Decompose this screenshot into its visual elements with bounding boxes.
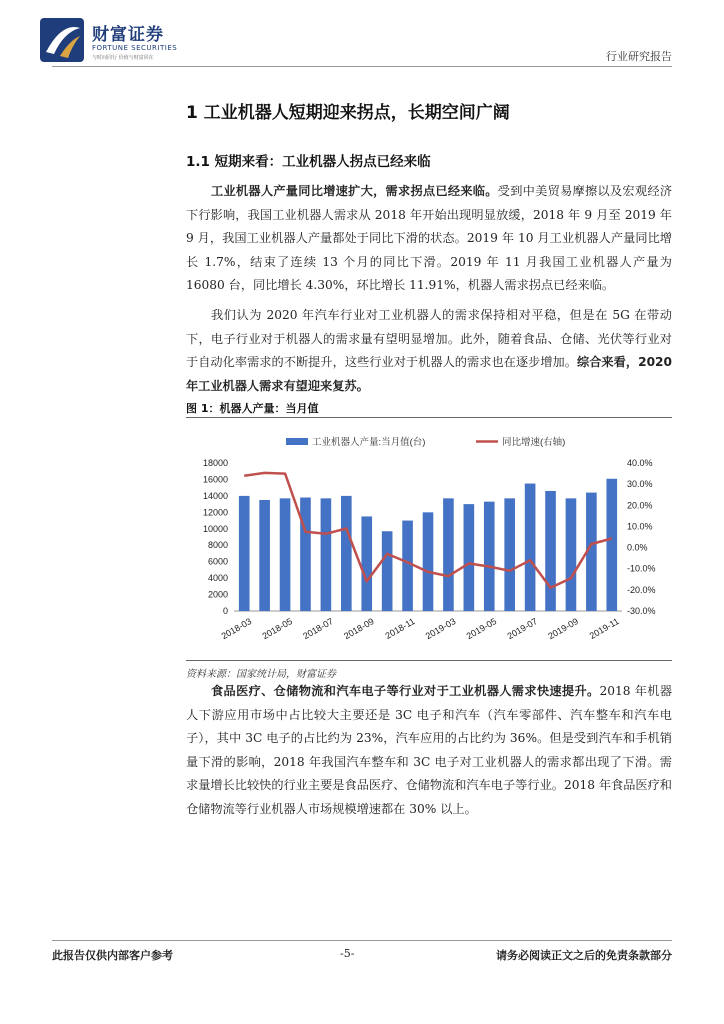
footer-disclaimer: 此报告仅供内部客户参考	[52, 949, 173, 962]
header-divider	[52, 66, 672, 67]
y-right-tick-label: 30.0%	[627, 479, 653, 490]
bar-2018-03	[239, 496, 250, 611]
legend-label-bar: 工业机器人产量:当月值(台)	[312, 437, 426, 448]
y-left-tick-label: 10000	[202, 523, 228, 534]
y-left-tick-label: 6000	[207, 556, 228, 567]
x-tick-label: 2019-09	[546, 616, 580, 642]
paragraph-3-lead: 食品医疗、仓储物流和汽车电子等行业对于工业机器人需求快速提升。	[211, 684, 600, 698]
figure-bottom-rule	[186, 660, 672, 661]
x-tick-label: 2018-03	[219, 616, 254, 642]
paragraph-2-conclusion: 综合来看，2020 年工业机器人需求有望迎来复苏。	[186, 355, 673, 393]
y-right-tick-label: -20.0%	[627, 584, 656, 595]
paragraph-3	[186, 680, 672, 821]
y-left-tick-label: 8000	[207, 540, 228, 551]
bar-2019-11	[606, 479, 617, 611]
y-left-tick-label: 18000	[202, 458, 228, 468]
bar-2019-06	[504, 498, 515, 611]
report-type: 行业研究报告	[606, 50, 672, 63]
figure-title: 图 1：机器人产量：当月值	[186, 402, 319, 415]
bar-2018-10	[382, 531, 393, 611]
y-right-tick-label: 0.0%	[627, 542, 648, 553]
paragraph-1-body: 受到中美贸易摩擦以及宏观经济下行影响，我国工业机器人需求从 2018 年开始出现明显放缓，2018 年 9 月至 2019 年 9 月，我国工业机器人产量都处于同比下滑的状态。2019 年 10 月工业机器人产量同比增长 1.7%，结束了连续 13 个月的同比下滑。2019 年 11 月我国工业机器人产量为 16080 台，同比增长 4.30%，环比增长 11.91%，机器人需求拐点已经来临。	[186, 184, 673, 292]
robot-production-chart	[186, 420, 672, 658]
y-right-tick-label: 20.0%	[627, 500, 653, 511]
chart-legend	[286, 436, 565, 448]
bar-2019-04	[464, 504, 475, 611]
bar-2019-03	[443, 498, 454, 611]
bar-2018-09	[361, 516, 372, 611]
x-tick-label: 2019-07	[505, 616, 540, 642]
bar-2018-07	[321, 498, 332, 611]
y-right-tick-label: 10.0%	[627, 521, 653, 532]
y-left-tick-label: 4000	[207, 573, 228, 584]
legend-label-line: 同比增速(右轴)	[502, 437, 566, 448]
y-right-tick-label: 40.0%	[627, 458, 653, 468]
brand-slogan: 与时间同行 价值与财富同在	[92, 55, 154, 61]
section-heading: 1 工业机器人短期迎来拐点，长期空间广阔	[186, 103, 510, 123]
paragraph-1-lead: 工业机器人产量同比增速扩大，需求拐点已经来临。	[211, 184, 498, 198]
y-left-tick-label: 0	[222, 606, 228, 616]
y-right-tick-label: -10.0%	[627, 563, 656, 574]
subsection-heading: 1.1 短期来看：工业机器人拐点已经来临	[186, 154, 431, 170]
company-logo	[40, 18, 200, 64]
y-left-tick-label: 16000	[202, 474, 228, 485]
bar-2018-05	[280, 498, 291, 611]
x-tick-label: 2018-05	[260, 616, 295, 642]
paragraph-3-body: 2018 年机器人下游应用市场中占比较大主要还是 3C 电子和汽车（汽车零部件、汽车整车和汽车电子），其中 3C 电子的占比约为 23%，汽车应用的占比约为 36%。但是受到汽车和手机销量下滑的影响，2018 年我国汽车整车和 3C 电子对工业机器人的需求都出现了下滑。需求量增长比较快的行业主要是食品医疗、仓储物流和汽车电子等行业。2018 年食品医疗和仓储物流等行业机器人市场规模增速都在 30% 以上。	[186, 684, 673, 816]
bar-2018-04	[259, 500, 270, 611]
bar-2018-08	[341, 496, 352, 611]
bar-2018-11	[402, 521, 413, 611]
bar-2019-09	[566, 498, 577, 611]
x-tick-label: 2019-11	[587, 616, 621, 641]
x-tick-label: 2018-07	[301, 616, 335, 642]
y-left-tick-label: 14000	[202, 490, 228, 501]
fortune-securities-logo-icon	[40, 18, 84, 62]
legend-swatch-bar	[286, 438, 308, 445]
y-right-tick-label: -30.0%	[627, 606, 656, 616]
paragraph-2	[186, 304, 672, 398]
page-number: -5-	[340, 947, 355, 960]
brand-name-cn: 财富证券	[92, 25, 164, 45]
x-tick-label: 2018-09	[342, 616, 376, 642]
bar-2019-08	[545, 491, 556, 611]
x-tick-label: 2019-03	[423, 616, 458, 642]
paragraph-1	[186, 180, 672, 298]
y-left-tick-label: 12000	[202, 507, 228, 518]
bar-2018-12	[423, 512, 434, 611]
bar-2018-06	[300, 498, 311, 611]
x-tick-label: 2019-05	[464, 616, 499, 642]
brand-name-en: FORTUNE SECURITIES	[92, 44, 178, 52]
footer-divider	[52, 940, 672, 941]
footer-notice: 请务必阅读正文之后的免责条款部分	[496, 949, 672, 962]
bar-2019-05	[484, 502, 495, 611]
figure-top-rule	[186, 417, 672, 418]
paragraph-2-body: 我们认为 2020 年汽车行业对工业机器人的需求保持相对平稳，但是在 5G 在带动下，电子行业对于机器人的需求量有望明显增加。此外，随着食品、仓储、光伏等行业对于自动化率需求的不断提升，这些行业对于机器人的需求也在逐步增加。	[186, 308, 672, 369]
x-tick-label: 2018-11	[383, 616, 417, 641]
figure-source: 资料来源：国家统计局，财富证券	[186, 669, 336, 680]
bar-2019-07	[525, 484, 536, 611]
y-left-tick-label: 2000	[207, 589, 228, 600]
